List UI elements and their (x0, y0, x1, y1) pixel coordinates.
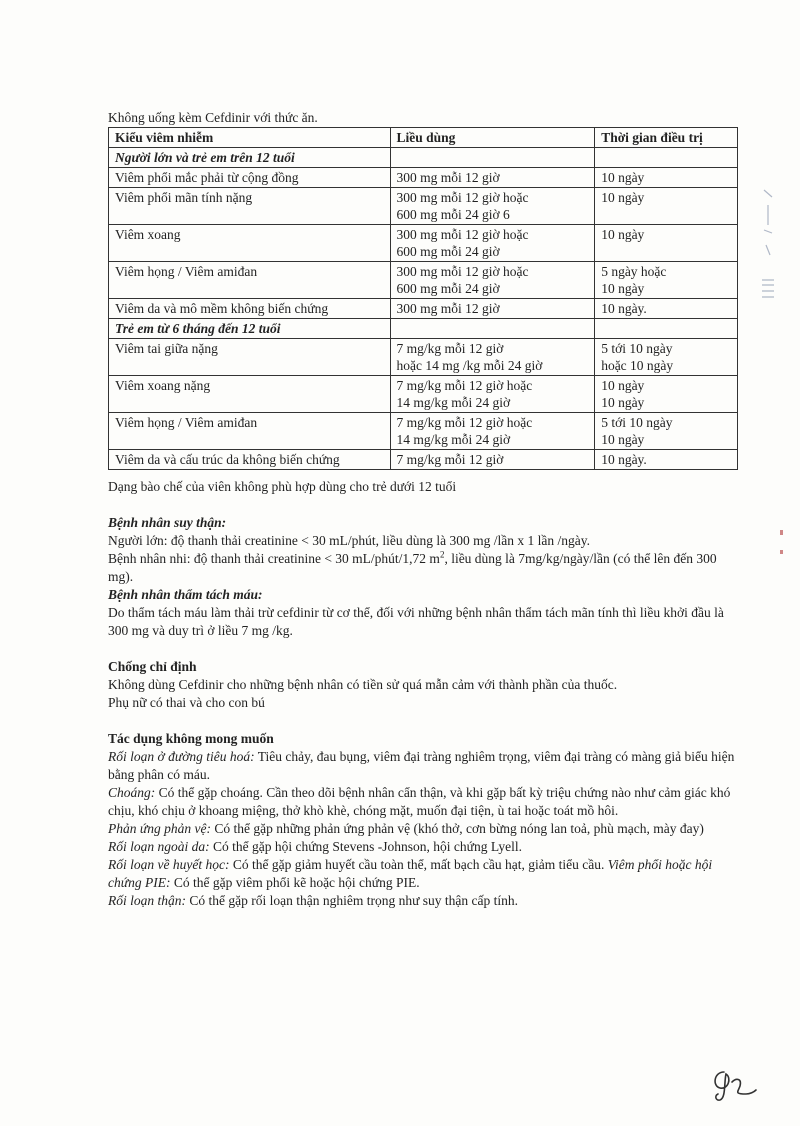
adverse-heading: Tác dụng không mong muốn (108, 731, 274, 746)
dosage-form-note: Dạng bào chế của viên không phù hợp dùng cho trẻ dưới 12 tuổi (108, 479, 457, 494)
contraindication-heading: Chống chỉ định (108, 659, 197, 674)
renal-adult: Người lớn: độ thanh thải creatinine < 30 mL/phút, liều dùng là 300 mg /lần x 1 lần /ngày. (108, 533, 590, 548)
duration: 10 ngày (595, 225, 738, 262)
duration: 5 tới 10 ngày hoặc 10 ngày (595, 339, 738, 376)
duration: 10 ngày. (595, 299, 738, 319)
duration: 10 ngày (595, 188, 738, 225)
duration: 10 ngày 10 ngày (595, 376, 738, 413)
dosage: 300 mg mỗi 12 giờ hoặc 600 mg mỗi 24 giờ (390, 262, 595, 299)
infection-type: Viêm phổi mãn tính nặng (109, 188, 391, 225)
dosage: 300 mg mỗi 12 giờ hoặc 600 mg mỗi 24 giờ (390, 225, 595, 262)
dosage: 300 mg mỗi 12 giờ (390, 168, 595, 188)
duration: 10 ngày (595, 168, 738, 188)
dosage: 300 mg mỗi 12 giờ (390, 299, 595, 319)
header-dosage: Liều dùng (390, 128, 595, 148)
adverse-item: Phản ứng phản vệ: Có thể gặp những phản ứng phản vệ (khó thở, cơn bừng nóng lan toả, phù mạch, mày đay) (108, 821, 704, 836)
duration: 5 ngày hoặc 10 ngày (595, 262, 738, 299)
dialysis-text: Do thẩm tách máu làm thải trừ cefdinir từ cơ thể, đối với những bệnh nhân thẩm tách mãn tính thì liều khởi đầu là 300 mg và duy trì ở liều 7 mg /kg. (108, 605, 724, 638)
table-row (109, 225, 738, 262)
table-header-row (109, 128, 738, 148)
contraindication-line: Không dùng Cefdinir cho những bệnh nhân có tiền sử quá mẫn cảm với thành phần của thuốc. (108, 677, 618, 692)
dosage: 7 mg/kg mỗi 12 giờ hoặc 14 mg/kg mỗi 24 giờ (390, 413, 595, 450)
table-row (109, 450, 738, 470)
table-row (109, 413, 738, 450)
infection-type: Viêm xoang nặng (109, 376, 391, 413)
margin-dot-mark (775, 520, 789, 580)
signature-mark (706, 1064, 758, 1104)
table-row (109, 376, 738, 413)
group-row-adults (109, 148, 738, 168)
dialysis-heading: Bệnh nhân thẩm tách máu: (108, 587, 263, 602)
infection-type: Viêm da và cấu trúc da không biến chứng (109, 450, 391, 470)
group-row-children (109, 319, 738, 339)
infection-type: Viêm da và mô mềm không biến chứng (109, 299, 391, 319)
margin-stamp-mark (758, 185, 780, 315)
infection-type: Viêm họng / Viêm amiđan (109, 413, 391, 450)
renal-child: Bệnh nhân nhi: độ thanh thải creatinine < 30 mL/phút/1,72 $m^2$, liều dùng là 7mg/kg/ngày/lần (có thể lên đến 300 mg). (108, 549, 717, 584)
dosage: 300 mg mỗi 12 giờ hoặc 600 mg mỗi 24 giờ 6 (390, 188, 595, 225)
dosage: 7 mg/kg mỗi 12 giờ hoặc 14 mg /kg mỗi 24 giờ (390, 339, 595, 376)
renal-heading: Bệnh nhân suy thận: (108, 515, 227, 530)
adverse-item: Rối loạn thận: Có thể gặp rối loạn thận nghiêm trọng như suy thận cấp tính. (108, 893, 519, 908)
dosage: 7 mg/kg mỗi 12 giờ (390, 450, 595, 470)
header-duration: Thời gian điều trị (595, 128, 738, 148)
dosage: 7 mg/kg mỗi 12 giờ hoặc 14 mg/kg mỗi 24 giờ (390, 376, 595, 413)
group-title: Người lớn và trẻ em trên 12 tuổi (109, 148, 391, 168)
intro-text: Không uống kèm Cefdinir với thức ăn. (108, 110, 318, 125)
infection-type: Viêm xoang (109, 225, 391, 262)
contraindication-line: Phụ nữ có thai và cho con bú (108, 695, 265, 710)
duration: 5 tới 10 ngày 10 ngày (595, 413, 738, 450)
table-row (109, 168, 738, 188)
dosage-table (108, 127, 738, 470)
infection-type: Viêm tai giữa nặng (109, 339, 391, 376)
table-row (109, 188, 738, 225)
table-row (109, 262, 738, 299)
adverse-item: Rối loạn về huyết học: Có thể gặp giảm huyết cầu toàn thể, mất bạch cầu hạt, giảm tiểu cầu. Viêm phổi hoặc hội chứng PIE: Có thể gặp viêm phổi kẽ hoặc hội chứng PIE. (108, 857, 713, 890)
adverse-item: Rối loạn ở đường tiêu hoá: Tiêu chảy, đau bụng, viêm đại tràng nghiêm trọng, viêm đại tràng có màng giả biểu hiện bằng phân có máu. (108, 749, 735, 782)
duration: 10 ngày. (595, 450, 738, 470)
infection-type: Viêm họng / Viêm amiđan (109, 262, 391, 299)
adverse-item: Choáng: Có thể gặp choáng. Cần theo dõi bệnh nhân cẩn thận, và khi gặp bất kỳ triệu chứng nào như cảm giác khó chịu, khó chịu ở khoang miệng, thở khò khè, chóng mặt, muốn đại tiện, ù tai hoặc toát mồ hôi. (108, 785, 731, 818)
adverse-item: Rối loạn ngoài da: Có thể gặp hội chứng Stevens -Johnson, hội chứng Lyell. (108, 839, 522, 854)
infection-type: Viêm phổi mắc phải từ cộng đồng (109, 168, 391, 188)
table-row (109, 299, 738, 319)
table-row (109, 339, 738, 376)
group-title: Trẻ em từ 6 tháng đến 12 tuổi (109, 319, 391, 339)
header-infection-type: Kiểu viêm nhiễm (109, 128, 391, 148)
body-text (108, 478, 738, 910)
